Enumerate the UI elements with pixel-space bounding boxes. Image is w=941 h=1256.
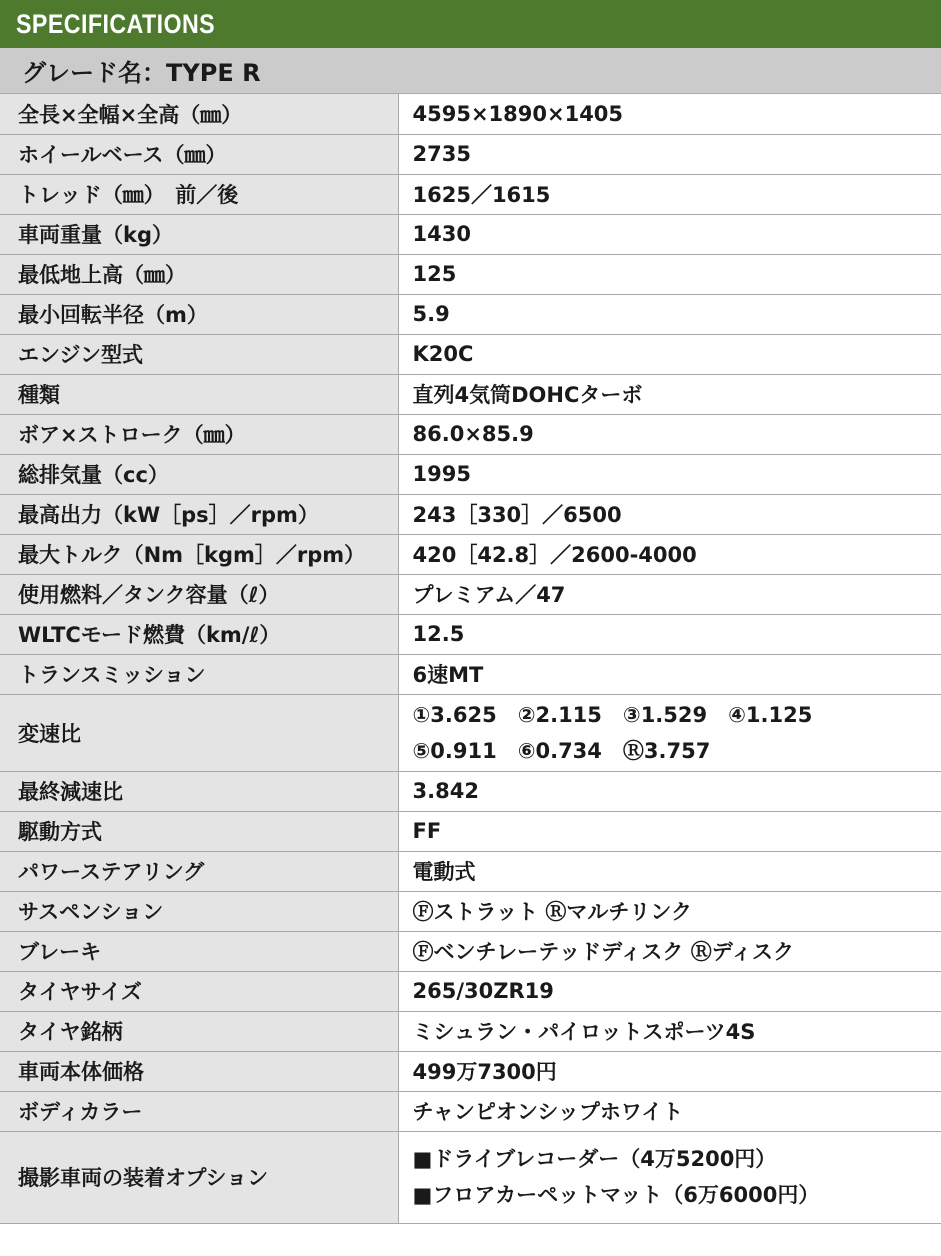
spec-value-line: 電動式: [412, 860, 476, 884]
spec-label: エンジン型式: [0, 334, 398, 374]
spec-label: 最終減速比: [0, 771, 398, 811]
spec-label: 最低地上高（㎜）: [0, 254, 398, 294]
spec-label: タイヤ銘柄: [0, 1011, 398, 1051]
spec-value-line: 1995: [412, 462, 471, 486]
spec-label: 種類: [0, 374, 398, 414]
spec-row: [0, 1011, 941, 1051]
spec-value: [398, 614, 941, 654]
spec-row: [0, 94, 941, 134]
spec-label: ボディカラー: [0, 1091, 398, 1131]
spec-value-line: 4595×1890×1405: [412, 101, 624, 126]
spec-row: [0, 574, 941, 614]
spec-value-line: ①3.625 ②2.115 ③1.529 ④1.125: [412, 702, 813, 727]
spec-value: [398, 94, 941, 134]
spec-value: [398, 334, 941, 374]
spec-value: [398, 811, 941, 851]
spec-value-line: 2735: [412, 142, 471, 166]
spec-value-line: 12.5: [412, 622, 465, 646]
spec-row: [0, 1051, 941, 1091]
spec-label: ブレーキ: [0, 931, 398, 971]
spec-value: [398, 574, 941, 614]
spec-row: [0, 414, 941, 454]
spec-label: 総排気量（cc）: [0, 454, 398, 494]
header-bar: [0, 0, 941, 48]
spec-value: [398, 1131, 941, 1223]
spec-label: トランスミッション: [0, 654, 398, 694]
spec-label: 全長×全幅×全高（㎜）: [0, 94, 398, 134]
spec-value: [398, 134, 941, 174]
spec-row: [0, 614, 941, 654]
spec-label: ボア×ストローク（㎜）: [0, 414, 398, 454]
spec-label: WLTCモード燃費（km/ℓ）: [0, 614, 398, 654]
spec-row: [0, 334, 941, 374]
spec-value: [398, 771, 941, 811]
spec-value: [398, 851, 941, 891]
spec-value-line: ■ドライブレコーダー（4万5200円）: [412, 1147, 777, 1171]
spec-value: [398, 534, 941, 574]
spec-value-line: 125: [412, 262, 457, 286]
spec-value-line: 直列4気筒DOHCターボ: [412, 383, 643, 407]
spec-value: [398, 971, 941, 1011]
spec-label: 駆動方式: [0, 811, 398, 851]
spec-label: 最小回転半径（m）: [0, 294, 398, 334]
spec-label: 変速比: [0, 694, 398, 771]
spec-label: 使用燃料／タンク容量（ℓ）: [0, 574, 398, 614]
spec-row: [0, 294, 941, 334]
spec-value-line: ⑤0.911 ⑥0.734 Ⓡ3.757: [412, 738, 711, 763]
spec-row: [0, 214, 941, 254]
spec-value-line: Ⓕベンチレーテッドディスク Ⓡディスク: [412, 940, 795, 964]
spec-value-line: 499万7300円: [412, 1060, 557, 1084]
spec-value-line: チャンピオンシップホワイト: [412, 1100, 684, 1124]
spec-value-line: FF: [412, 819, 442, 843]
spec-label: 最大トルク（Nm［kgm］／rpm）: [0, 534, 398, 574]
spec-value-line: ■フロアカーペットマット（6万6000円）: [412, 1183, 820, 1207]
spec-value: [398, 1091, 941, 1131]
spec-label: タイヤサイズ: [0, 971, 398, 1011]
spec-value-line: 86.0×85.9: [412, 422, 534, 446]
spec-row: [0, 851, 941, 891]
spec-value-line: K20C: [412, 342, 474, 366]
spec-row: [0, 534, 941, 574]
spec-value: [398, 694, 941, 771]
spec-row: [0, 891, 941, 931]
spec-value: [398, 254, 941, 294]
spec-value-line: 5.9: [412, 302, 450, 326]
spec-label: 撮影車両の装着オプション: [0, 1131, 398, 1223]
spec-label: ホイールベース（㎜）: [0, 134, 398, 174]
spec-row: [0, 1131, 941, 1223]
spec-label: 最高出力（kW［ps］／rpm）: [0, 494, 398, 534]
spec-row: [0, 494, 941, 534]
spec-row: [0, 174, 941, 214]
spec-value: [398, 891, 941, 931]
grade-label: グレード名：TYPE R: [22, 59, 261, 87]
spec-value-line: 243［330］／6500: [412, 503, 622, 527]
spec-row: [0, 694, 941, 771]
spec-value-line: 420［42.8］／2600-4000: [412, 543, 697, 567]
spec-row: [0, 374, 941, 414]
spec-value: [398, 654, 941, 694]
spec-value: [398, 214, 941, 254]
spec-value-line: ミシュラン・パイロットスポーツ4S: [412, 1020, 756, 1044]
spec-row: [0, 254, 941, 294]
spec-value-line: 1625／1615: [412, 183, 551, 207]
grade-row: [0, 48, 941, 94]
spec-value: [398, 494, 941, 534]
spec-value: [398, 374, 941, 414]
spec-row: [0, 654, 941, 694]
spec-value-line: 1430: [412, 222, 471, 246]
spec-row: [0, 134, 941, 174]
spec-value-line: 6速MT: [412, 663, 484, 687]
spec-value: [398, 174, 941, 214]
spec-value-line: プレミアム／47: [412, 583, 566, 607]
spec-value-line: 265/30ZR19: [412, 979, 554, 1003]
spec-label: トレッド（㎜） 前／後: [0, 174, 398, 214]
spec-row: [0, 454, 941, 494]
spec-value-line: Ⓕストラット Ⓡマルチリンク: [412, 900, 692, 924]
spec-value: [398, 931, 941, 971]
spec-value: [398, 294, 941, 334]
spec-value: [398, 414, 941, 454]
spec-value: [398, 1011, 941, 1051]
spec-label: サスペンション: [0, 891, 398, 931]
spec-value: [398, 1051, 941, 1091]
spec-label: 車両重量（kg）: [0, 214, 398, 254]
spec-row: [0, 771, 941, 811]
spec-row: [0, 1091, 941, 1131]
spec-value: [398, 454, 941, 494]
spec-table: [0, 94, 941, 1224]
spec-label: 車両本体価格: [0, 1051, 398, 1091]
spec-row: [0, 811, 941, 851]
spec-row: [0, 931, 941, 971]
spec-value-line: 3.842: [412, 779, 479, 803]
spec-label: パワーステアリング: [0, 851, 398, 891]
header-title: SPECIFICATIONS: [16, 8, 216, 39]
spec-row: [0, 971, 941, 1011]
